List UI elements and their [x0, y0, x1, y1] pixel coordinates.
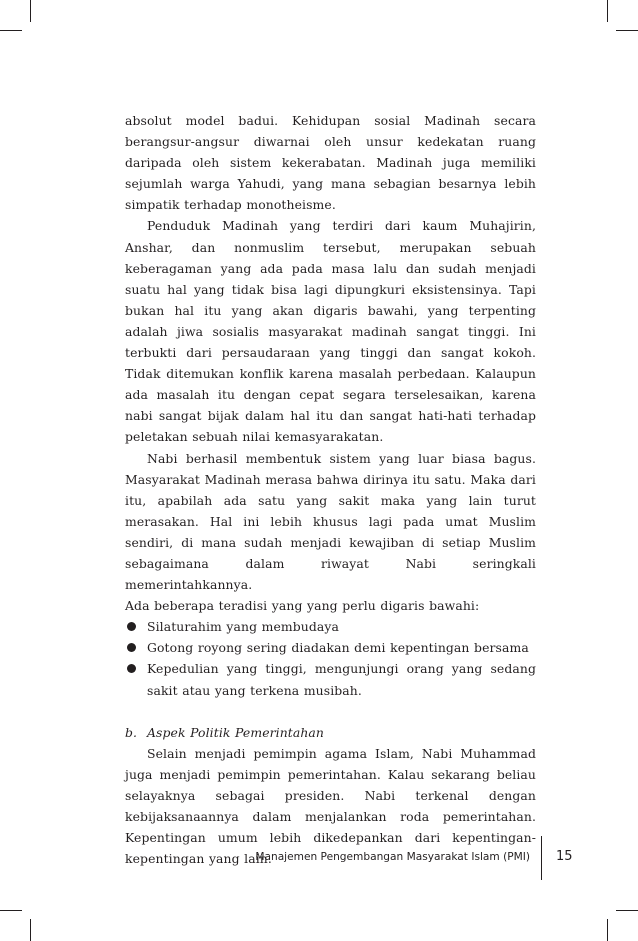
tradition-list: [125, 616, 536, 700]
bullet-icon: [127, 664, 136, 673]
list-item: [125, 658, 536, 700]
section-letter: b.: [125, 724, 138, 740]
crop-mark: [616, 30, 638, 31]
list-item-text: Kepedulian yang tinggi, mengunjungi orang yang sedang sakit atau yang terkena musibah.: [147, 661, 536, 698]
crop-mark: [30, 0, 31, 22]
page-number: 15: [556, 849, 573, 864]
bullet-icon: [127, 622, 136, 631]
crop-mark: [30, 919, 31, 941]
body-paragraph: Nabi berhasil membentuk sistem yang luar biasa bagus. Masyarakat Madinah merasa bahwa dirinya itu satu. Maka dari itu, apabilah ada satu yang sakit maka yang lain turut merasakan. Hal ini lebih khusus lagi pada umat Muslim sendiri, di mana sudah menjadi kewajiban di setiap Muslim sebagaimana dalam riwayat Nabi seringkali memerintahkannya.: [125, 450, 536, 593]
crop-mark: [0, 910, 22, 911]
page-body: [125, 110, 536, 869]
footer-divider: [541, 836, 542, 880]
body-paragraph: Penduduk Madinah yang terdiri dari kaum Muhajirin, Anshar, dan nonmuslim tersebut, merupakan sebuah keberagaman yang ada pada masa lalu dan sudah menjadi suatu hal yang tidak bisa lagi dipungkuri eksistensinya. Tapi bukan hal itu yang akan digaris bawahi, yang terpenting adalah jiwa sosialis masyarakat madinah sangat tinggi. Ini terbukti dari persaudaraan yang tinggi dan sangat kokoh. Tidak ditemukan konflik karena masalah perbedaan. Kalaupun ada masalah itu dengan cepat segara terselesaikan, karena nabi sangat bijak dalam hal itu dan sangat hati-hati terhadap peletakan sebuah nilai kemasyarakatan.: [125, 218, 536, 445]
crop-mark: [0, 30, 22, 31]
body-paragraph: absolut model badui. Kehidupan sosial Madinah secara berangsur-angsur diwarnai oleh unsur kedekatan ruang daripada oleh sistem kekerabatan. Madinah juga memiliki sejumlah warga Yahudi, yang mana sebagian besarnya lebih simpatik terhadap monotheisme.: [125, 113, 536, 213]
crop-mark: [607, 919, 608, 941]
section-title: Aspek Politik Pemerintahan: [147, 724, 325, 740]
list-item: [125, 637, 536, 658]
list-item-text: Gotong royong sering diadakan demi kepentingan bersama: [147, 640, 529, 656]
running-footer-title: Manajemen Pengembangan Masyarakat Islam (PMI): [255, 851, 530, 863]
list-intro: Ada beberapa teradisi yang yang perlu digaris bawahi:: [125, 598, 480, 614]
list-item: [125, 616, 536, 637]
bullet-icon: [127, 643, 136, 652]
crop-mark: [607, 0, 608, 22]
list-item-text: Silaturahim yang membudaya: [147, 619, 339, 635]
section-heading: [125, 722, 536, 743]
body-paragraph: Selain menjadi pemimpin agama Islam, Nabi Muhammad juga menjadi pemimpin pemerintahan. Kalau sekarang beliau selayaknya sebagai presiden. Nabi terkenal dengan kebijaksanaannya dalam menjalankan roda pemerintahan. Kepentingan umum lebih dikedepankan dari kepentingan-kepentingan yang lain.: [125, 745, 536, 867]
crop-mark: [616, 910, 638, 911]
